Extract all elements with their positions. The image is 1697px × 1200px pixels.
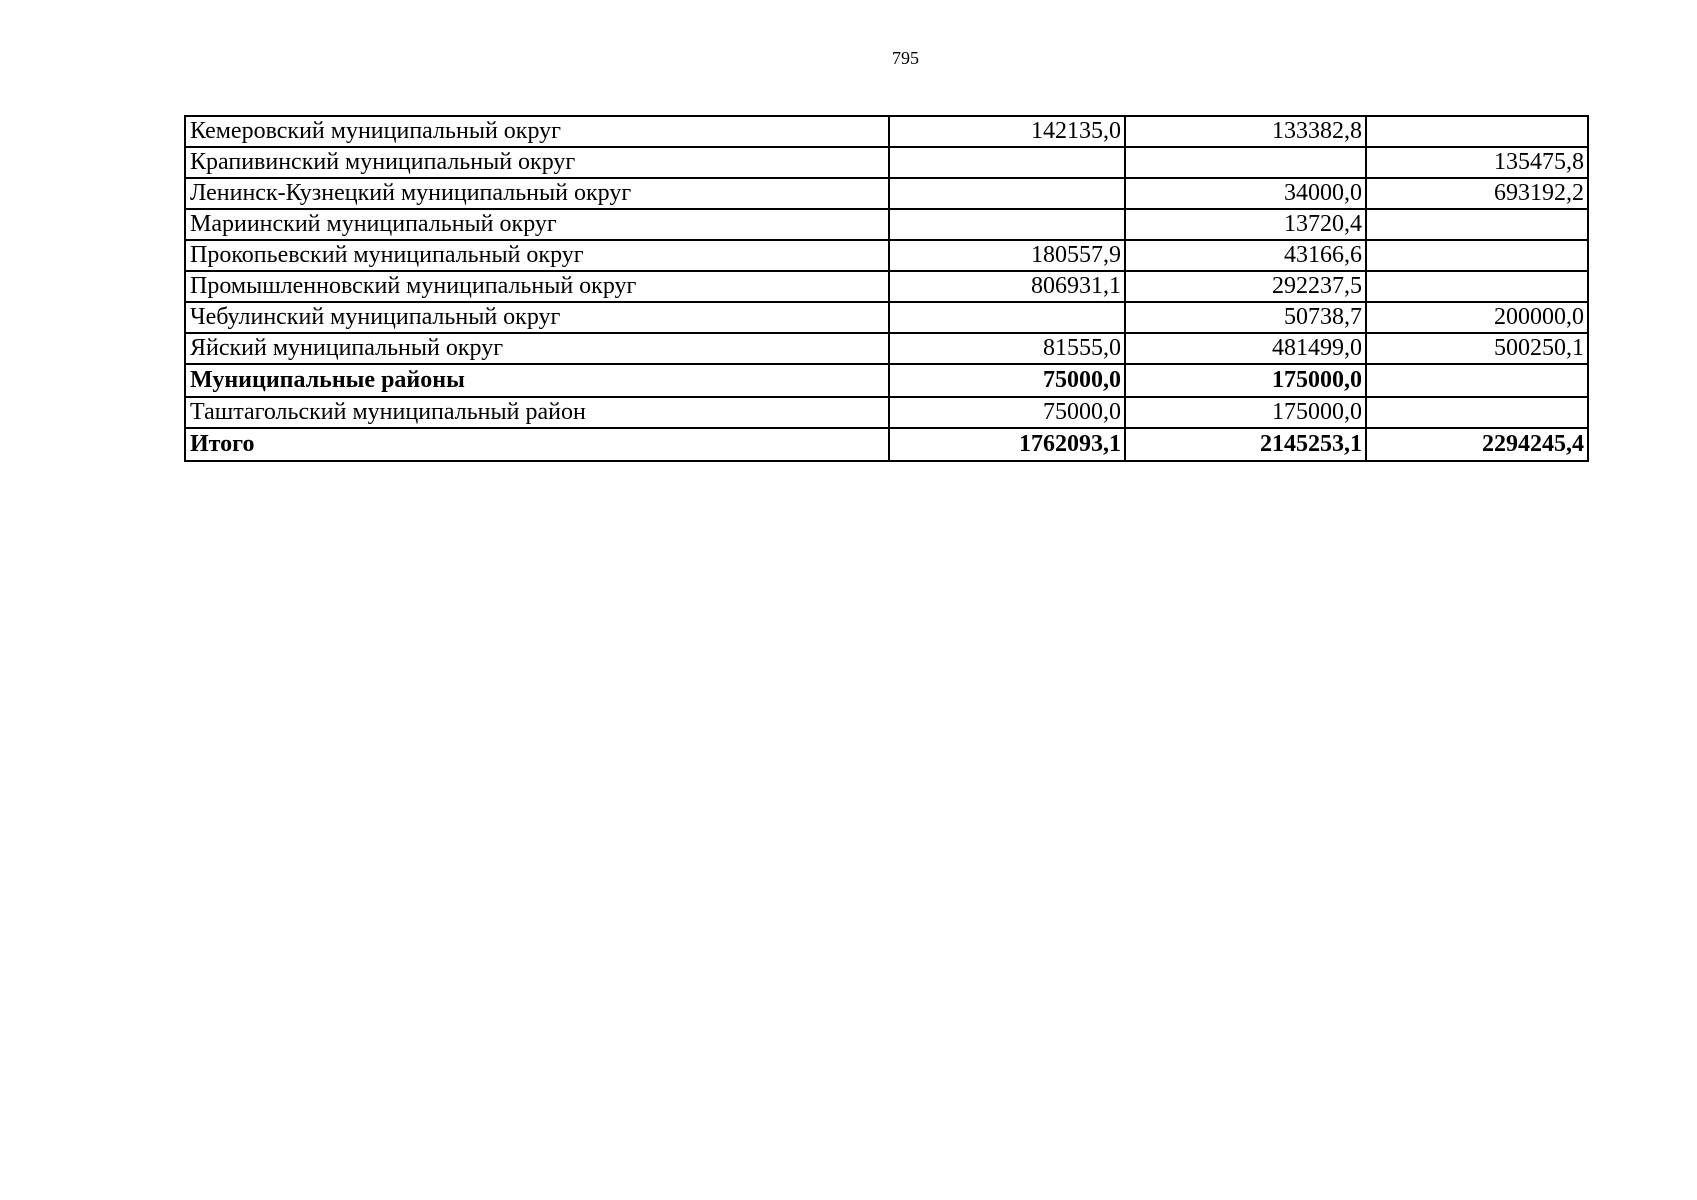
- table-row: [185, 209, 1588, 240]
- row-name-cell: Прокопьевский муниципальный округ: [185, 240, 889, 271]
- value-cell-2: 13720,4: [1125, 209, 1366, 240]
- row-name-cell: Крапивинский муниципальный округ: [185, 147, 889, 178]
- page-number: 795: [892, 48, 919, 68]
- value-cell-3: 2294245,4: [1366, 428, 1588, 461]
- value-cell-1: [889, 209, 1125, 240]
- row-name-cell: Кемеровский муниципальный округ: [185, 116, 889, 147]
- row-name-cell: Ленинск-Кузнецкий муниципальный округ: [185, 178, 889, 209]
- table-row: [185, 397, 1588, 428]
- budget-table: [184, 115, 1589, 462]
- table-row: [185, 271, 1588, 302]
- table-row: [185, 178, 1588, 209]
- table-row: [185, 302, 1588, 333]
- value-cell-2: 133382,8: [1125, 116, 1366, 147]
- value-cell-3: [1366, 364, 1588, 397]
- value-cell-2: 175000,0: [1125, 397, 1366, 428]
- value-cell-1: [889, 178, 1125, 209]
- value-cell-3: 693192,2: [1366, 178, 1588, 209]
- value-cell-2: 175000,0: [1125, 364, 1366, 397]
- value-cell-3: 500250,1: [1366, 333, 1588, 364]
- value-cell-2: 34000,0: [1125, 178, 1366, 209]
- table-row: [185, 240, 1588, 271]
- value-cell-1: [889, 147, 1125, 178]
- value-cell-1: 75000,0: [889, 397, 1125, 428]
- table-row: [185, 428, 1588, 461]
- value-cell-1: [889, 302, 1125, 333]
- table-row: [185, 147, 1588, 178]
- table-row: [185, 116, 1588, 147]
- row-name-cell: Муниципальные районы: [185, 364, 889, 397]
- value-cell-2: 481499,0: [1125, 333, 1366, 364]
- value-cell-1: 180557,9: [889, 240, 1125, 271]
- value-cell-3: [1366, 271, 1588, 302]
- value-cell-2: 292237,5: [1125, 271, 1366, 302]
- value-cell-1: 806931,1: [889, 271, 1125, 302]
- value-cell-3: [1366, 116, 1588, 147]
- value-cell-3: 200000,0: [1366, 302, 1588, 333]
- row-name-cell: Мариинский муниципальный округ: [185, 209, 889, 240]
- value-cell-2: 43166,6: [1125, 240, 1366, 271]
- value-cell-3: [1366, 397, 1588, 428]
- row-name-cell: Яйский муниципальный округ: [185, 333, 889, 364]
- value-cell-2: 2145253,1: [1125, 428, 1366, 461]
- value-cell-1: 142135,0: [889, 116, 1125, 147]
- value-cell-1: 1762093,1: [889, 428, 1125, 461]
- value-cell-2: [1125, 147, 1366, 178]
- row-name-cell: Итого: [185, 428, 889, 461]
- table-row: [185, 364, 1588, 397]
- value-cell-1: 75000,0: [889, 364, 1125, 397]
- value-cell-3: 135475,8: [1366, 147, 1588, 178]
- table-row: [185, 333, 1588, 364]
- table-body: [185, 116, 1588, 461]
- value-cell-3: [1366, 240, 1588, 271]
- value-cell-1: 81555,0: [889, 333, 1125, 364]
- row-name-cell: Промышленновский муниципальный округ: [185, 271, 889, 302]
- value-cell-3: [1366, 209, 1588, 240]
- row-name-cell: Таштагольский муниципальный район: [185, 397, 889, 428]
- value-cell-2: 50738,7: [1125, 302, 1366, 333]
- row-name-cell: Чебулинский муниципальный округ: [185, 302, 889, 333]
